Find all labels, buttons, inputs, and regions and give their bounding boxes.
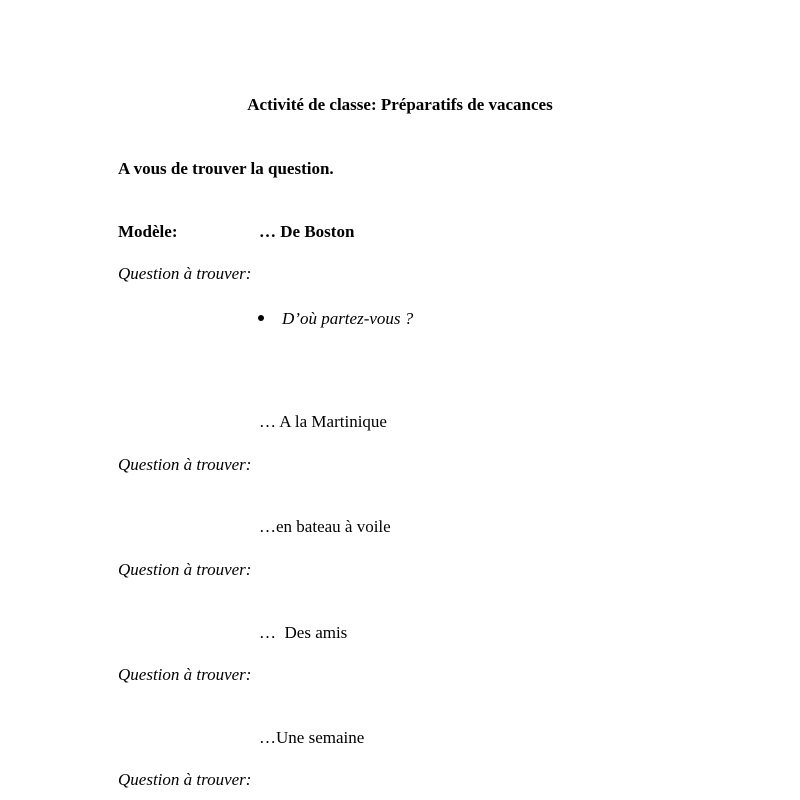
item-answer: … Des amis [259,623,348,642]
item-answer: … A la Martinique [259,412,387,431]
instruction-text: A vous de trouver la question. [118,159,334,178]
item-question-label: Question à trouver: [118,665,252,684]
model-answer: … De Boston [259,222,355,241]
item-question-label: Question à trouver: [118,560,252,579]
model-question-label: Question à trouver: [118,264,252,283]
model-label: Modèle: [118,222,178,241]
item-answer: …en bateau à voile [259,517,391,536]
document-title: Activité de classe: Préparatifs de vacances [247,95,553,114]
model-example-question: D’où partez-vous ? [282,309,414,328]
bullet-point [258,315,264,321]
item-question-label: Question à trouver: [118,770,252,789]
item-question-label: Question à trouver: [118,455,252,474]
item-answer: …Une semaine [259,728,365,747]
